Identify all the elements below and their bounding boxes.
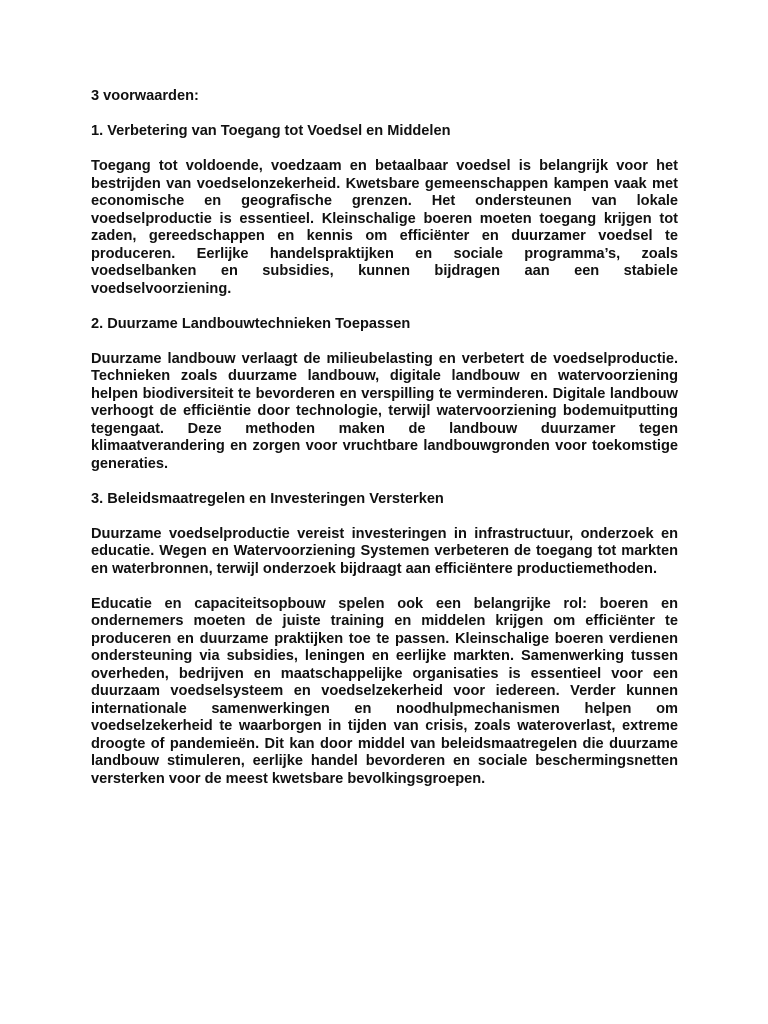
section-1 xyxy=(91,123,678,298)
section-3 xyxy=(91,491,678,789)
paragraph: Toegang tot voldoende, voedzaam en betaalbaar voedsel is belangrijk voor het bestrijden van voedselonzekerheid. Kwetsbare gemeenschappen kampen vaak met economische en geografische grenzen. Het ondersteunen van lokale voedselproductie is essentieel. Kleinschalige boeren moeten toegang krijgen tot zaden, gereedschappen en kennis om efficiënter en duurzamer voedsel te produceren. Eerlijke handelspraktijken en sociale programma’s, zoals voedselbanken en subsidies, kunnen bijdragen aan een stabiele voedselvoorziening. xyxy=(91,158,678,297)
section-heading: 3. Beleidsmaatregelen en Investeringen Versterken xyxy=(91,490,444,507)
section-2 xyxy=(91,316,678,474)
paragraph: Duurzame landbouw verlaagt de milieubelasting en verbetert de voedselproductie. Technieken zoals duurzame landbouw, digitale landbouw en watervoorziening helpen biodiversiteit te bevorderen en verspilling te verminderen. Digitale landbouw verhoogt de efficiëntie door technologie, terwijl watervoorziening bodemuitputting tegengaat. Deze methoden maken de landbouw duurzamer tegen klimaatverandering en zorgen voor vruchtbare landbouwgronden voor toekomstige generaties. xyxy=(91,350,678,472)
paragraph: Duurzame voedselproductie vereist investeringen in infrastructuur, onderzoek en educatie. Wegen en Watervoorziening Systemen verbeteren de toegang tot markten en waterbronnen, terwijl onderzoek bijdraagt aan efficiëntere productiemethoden. xyxy=(91,525,678,577)
paragraph: Educatie en capaciteitsopbouw spelen ook een belangrijke rol: boeren en ondernemers moeten de juiste training en middelen krijgen om efficiënter te produceren en duurzame praktijken toe te passen. Kleinschalige boeren verdienen ondersteuning via subsidies, leningen en eerlijke markten. Samenwerking tussen overheden, bedrijven en maatschappelijke organisaties is essentieel voor een duurzaam voedselsysteem en voedselzekerheid voor iedereen. Verder kunnen internationale samenwerkingen en noodhulpmechanismen helpen om voedselzekerheid te waarborgen in tijden van crisis, zoals wateroverlast, extreme droogte of pandemieën. Dit kan door middel van beleidsmaatregelen die duurzame landbouw stimuleren, eerlijke handel bevorderen en sociale beschermingsnetten versterken voor de meest kwetsbare bevolkingsgroepen. xyxy=(91,595,678,787)
section-heading: 2. Duurzame Landbouwtechnieken Toepassen xyxy=(91,315,411,332)
section-heading: 1. Verbetering van Toegang tot Voedsel en Middelen xyxy=(91,123,451,139)
document-page xyxy=(91,88,678,806)
document-title: 3 voorwaarden: xyxy=(91,88,199,104)
